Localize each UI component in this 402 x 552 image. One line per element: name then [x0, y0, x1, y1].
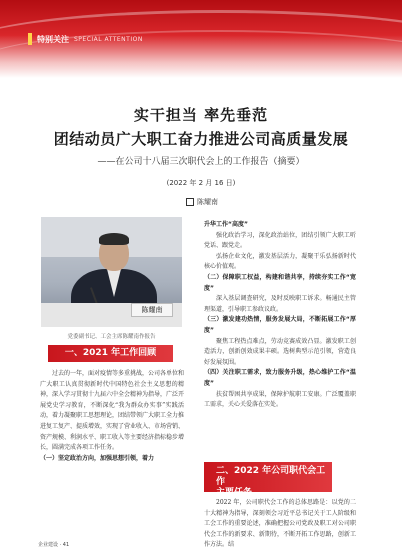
section1-body	[40, 369, 184, 464]
section2-heading-line2: 主要任务	[216, 488, 253, 498]
page-footer: 企业建设 · 41	[38, 542, 70, 548]
section1-heading: 一、2021 年工作回顾	[48, 345, 173, 362]
right-paragraph: 强化政治学习，深化政治站位，团结引领广大职工听党话、跟党走。	[204, 231, 356, 250]
section2-heading	[204, 462, 332, 498]
section-marker	[28, 33, 32, 45]
speaker-photo	[41, 217, 182, 327]
section2-paragraph: 2022 年，公司职代会工作的总体思路是：以党的二十大精神为指导，深刻领会习近平总书记关于工人阶级和工会工作的重要论述，准确把握公司党政及职工对公司职代会工作的新要求、新期待，不断开拓工作思路，创新工作方法。结	[204, 499, 356, 549]
article-title-line1: 实干担当 率先垂范	[133, 106, 269, 124]
section-label	[28, 31, 213, 47]
section2-body	[204, 498, 356, 551]
right-paragraph: 弘扬企业文化，激发基层活力，凝聚干乐弘扬新时代核心价值观。	[204, 252, 356, 271]
section1-subheading: （一）坚定政治方向，加强思想引领，着力	[40, 454, 155, 462]
author-name: 陈耀南	[197, 198, 218, 206]
section2-heading-line1: 二、2022 年公司职代会工作	[216, 466, 326, 487]
right-paragraph: 聚焦工程热点难点，劳动竞赛成效凸显。激发职工创造活力，创新创效成果丰硕。选树典型示范引领，营造良好发展氛围。	[204, 337, 356, 366]
right-subheading: （三）激发建功热情，服务发展大局，不断拓展工作“厚度”	[204, 316, 356, 334]
right-paragraph: 扶贫帮困共享成果，保障护航职工安康。广泛覆盖职工需求，关心关爱落在实处。	[204, 390, 356, 409]
header-banner	[0, 0, 402, 78]
right-subheading: （四）关注职工需求，致力服务升级，热心维护工作“温度”	[204, 369, 356, 387]
article-date: (2022 年 2 月 16 日)	[166, 179, 236, 187]
article-subtitle: ——在公司十八届三次职代会上的工作报告（摘要）	[97, 157, 305, 167]
author-box-icon	[186, 198, 194, 206]
right-paragraph: 深入基层调查研究，及时反映职工诉求。畅通民主管理渠道，引导职工参政议政。	[204, 295, 356, 313]
section-title: 特别关注	[37, 34, 69, 44]
photo-caption: 党委副书记、工会主席陈耀南作报告	[67, 334, 156, 340]
article-title-line2: 团结动员广大职工奋力推进公司高质量发展	[53, 130, 349, 148]
section1-paragraph: 过去的一年，面对疫情等多重挑战，公司各单位和广大职工认真贯彻新时代中国特色社会主义思想的精神，深入学习贯彻十九届六中全会精神为指导，广泛开展党史学习教育，不断深化“我为群众办实事”实践活动，着力凝聚职工思想理论，团结带领广大职工全力推进复工复产、提质增效，实现了营业收入、市场营销、资产规模、利润水平、职工收入等主要经济指标稳步增长，圆满完成各项工作任务。	[40, 370, 185, 452]
article-author	[186, 197, 218, 207]
photo-figure-hair	[99, 233, 129, 245]
name-plate: 陈耀南	[131, 303, 173, 317]
right-subheading: （二）保障职工权益，构建和谐共享，持续夯实工作“宽度”	[204, 273, 356, 292]
section-title-en: SPECIAL ATTENTION	[74, 35, 143, 43]
right-lead: 升华工作“高度”	[204, 221, 248, 228]
right-column	[204, 220, 356, 411]
